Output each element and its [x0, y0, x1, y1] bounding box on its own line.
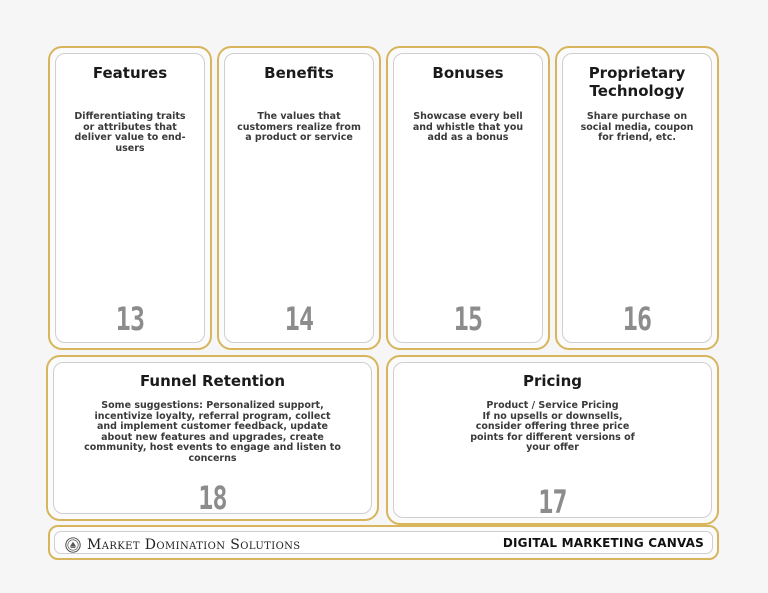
card-description: Some suggestions: Personalized support, incentivize loyalty, referral program, collect and implement customer feedback, update about new features and upgrades, create community, host events to engage and listen to concerns — [84, 400, 341, 464]
footer-bar — [48, 525, 719, 560]
card-title: Proprietary Technology — [588, 64, 686, 100]
card-title: Bonuses — [432, 64, 504, 82]
brand — [65, 535, 301, 555]
card-title: Pricing — [523, 372, 582, 390]
card-proprietary-technology — [555, 46, 719, 350]
pricing-note: If no upsells or downsells, consider offering three price points for different versions of your offer — [470, 410, 635, 453]
card-number: 13 — [115, 300, 145, 338]
card-description: Showcase every bell and whistle that you add as a bonus — [412, 111, 524, 143]
card-title: Features — [92, 64, 168, 82]
card-number: 16 — [622, 300, 652, 338]
card-funnel-retention — [46, 355, 379, 521]
card-number: 17 — [538, 483, 567, 518]
card-number: 18 — [198, 479, 227, 514]
card-pricing — [386, 355, 719, 525]
card-number: 14 — [284, 300, 314, 338]
brand-name: Market Domination Solutions — [87, 537, 301, 553]
card-bonuses — [386, 46, 550, 350]
card-description — [464, 401, 641, 454]
canvas-title: DIGITAL MARKETING CANVAS — [502, 536, 704, 550]
card-description: Share purchase on social media, coupon for friend, etc. — [580, 111, 694, 143]
pricing-subtitle: Product / Service Pricing — [486, 400, 619, 411]
card-benefits — [217, 46, 381, 350]
card-number: 15 — [453, 300, 483, 338]
card-title: Benefits — [264, 64, 334, 82]
card-title: Funnel Retention — [139, 372, 286, 390]
card-description: Differentiating traits or attributes that deliver value to end-users — [74, 111, 186, 154]
seal-logo-icon — [65, 537, 81, 553]
card-features — [48, 46, 212, 350]
card-description: The values that customers realize from a product or service — [237, 111, 361, 143]
